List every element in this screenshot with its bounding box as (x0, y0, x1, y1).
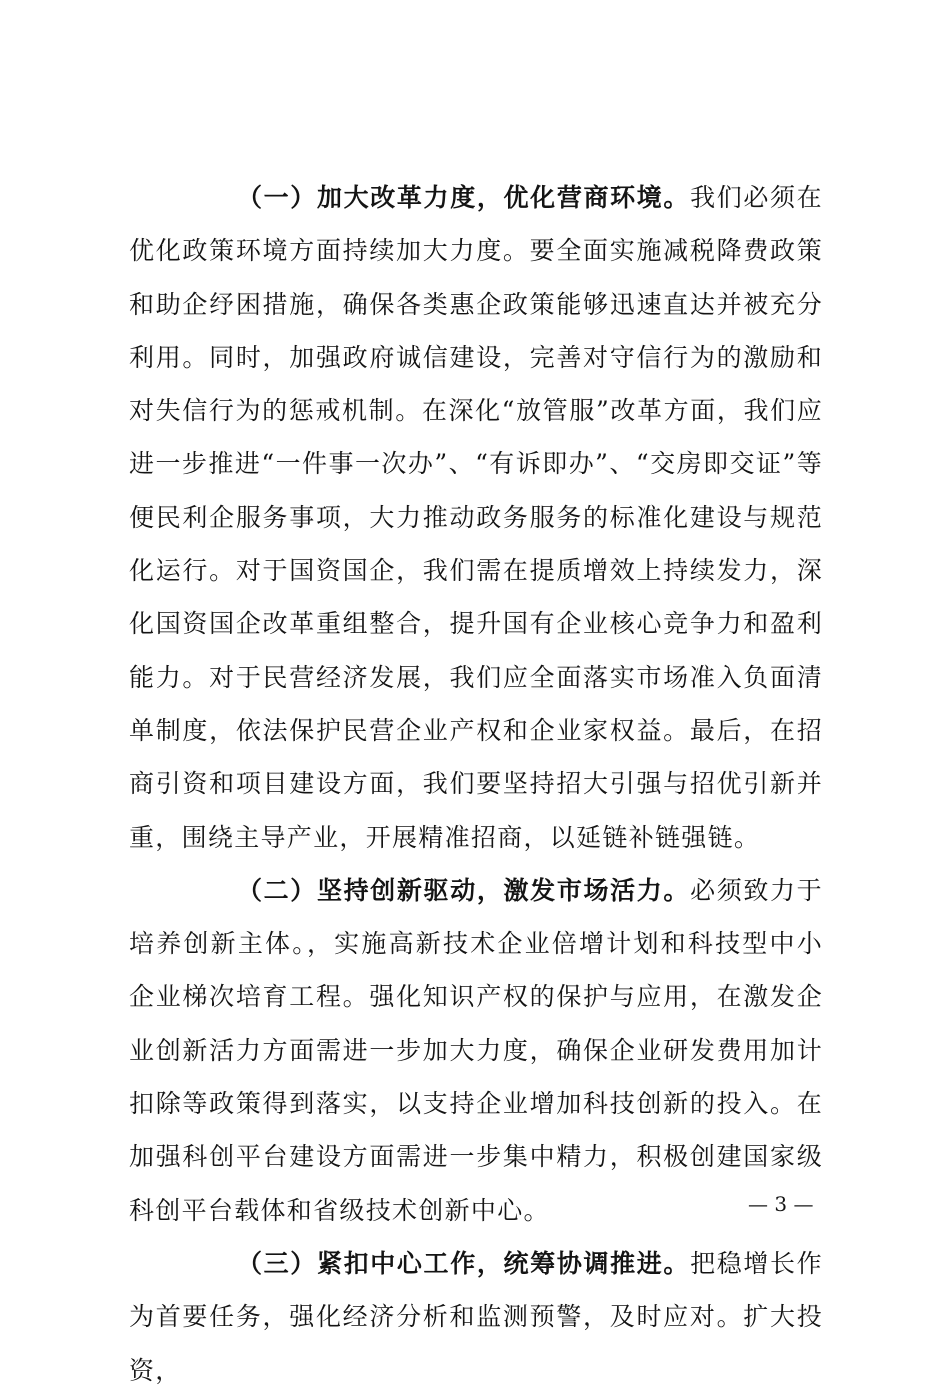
paragraph-heading: （二）坚持创新驱动，激发市场活力。 (237, 875, 691, 905)
page-number: — 3 — (748, 1192, 814, 1216)
paragraph-body: 我们必须在优化政策环境方面持续加大力度。要全面实施减税降费政策和助企纾困措施，确保各类惠企政策能够迅速直达并被充分利用。同时，加强政府诚信建设，完善对守信行为的激励和对失信行为的惩戒机制。在深化“放管服”改革方面，我们应进一步推进“一件事一次办”、“有诉即办”、“交房即交证”等便民利企服务事项，大力推动政务服务的标准化建设与规范化运行。对于国资国企，我们需在提质增效上持续发力，深化国资国企改革重组整合，提升国有企业核心竞争力和盈利能力。对于民营经济发展，我们应全面落实市场准入负面清单制度，依法保护民营企业产权和企业家权益。最后，在招商引资和项目建设方面，我们要坚持招大引强与招优引新并重，围绕主导产业，开展精准招商，以延链补链强链。 (129, 183, 823, 852)
paragraph-innovation (129, 864, 823, 1237)
body-text (129, 171, 823, 1397)
paragraph-heading: （一）加大改革力度，优化营商环境。 (237, 183, 691, 212)
paragraph-reform (129, 171, 823, 864)
paragraph-heading: （三）紧扣中心工作，统筹协调推进。 (237, 1248, 691, 1278)
paragraph-body: 必须致力于培养创新主体。，实施高新技术企业倍增计划和科技型中小企业梯次培育工程。强化知识产权的保护与应用，在激发企业创新活力方面需进一步加大力度，确保企业研发费用加计扣除等政策得到落实，以支持企业增加科技创新的投入。在加强科创平台建设方面需进一步集中精力，积极创建国家级科创平台载体和省级技术创新中心。 (129, 875, 823, 1225)
paragraph-body: 把稳增长作为首要任务，强化经济分析和监测预警，及时应对。扩大投资， (129, 1248, 823, 1385)
paragraph-coordination (129, 1237, 823, 1397)
